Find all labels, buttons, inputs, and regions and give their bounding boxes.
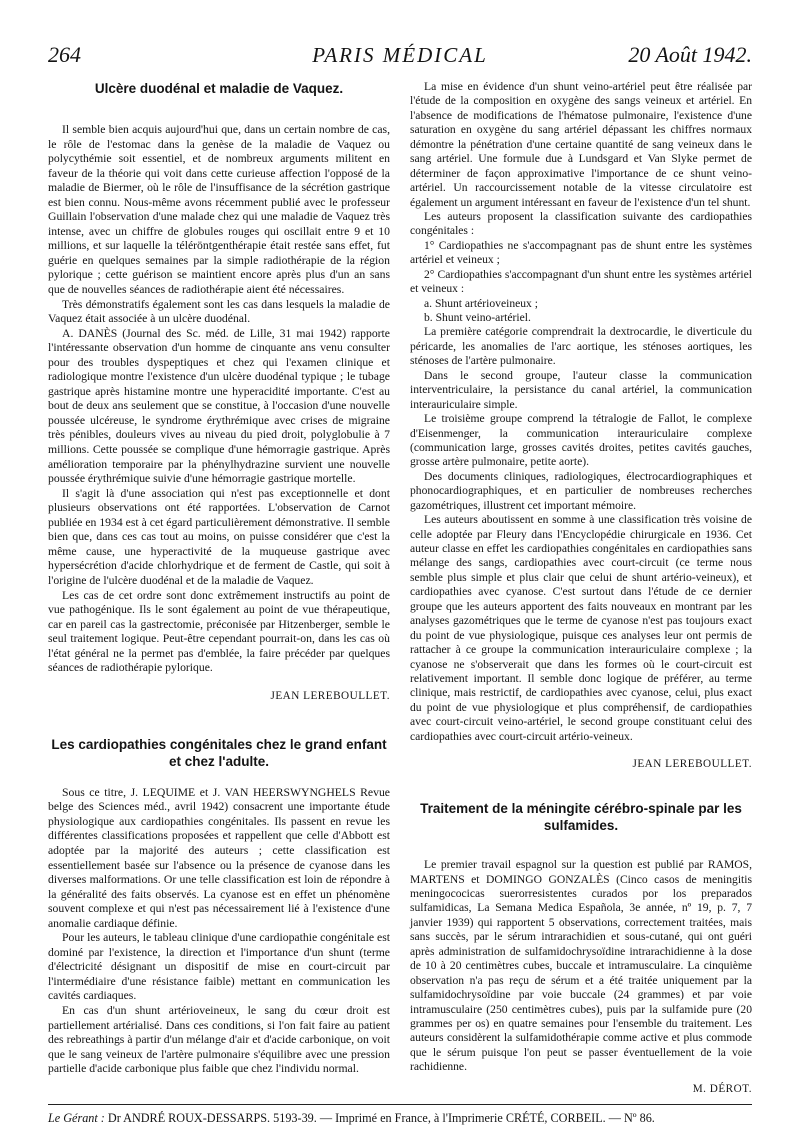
left-column (48, 80, 390, 1077)
footer-imprint: Dr ANDRÉ ROUX-DESSARPS. 5193-39. — Imprimé en France, à l'Imprimerie CRÉTÉ, CORBEIL. — Nº 86. (107, 1111, 655, 1125)
page-footer (48, 1104, 752, 1129)
paragraph: Sous ce titre, J. LEQUIME et J. VAN HEERSWYNGHELS Revue belge des Sciences méd., avril 1942) consacrent une importante étude physiologique aux cardiopathies congénitales. Ils passent en revue les différentes classifications proposées et rappellent que celle d'Abbott est adoptée par la majorité des auteurs ; cette classification est essentiellement basée sur l'absence ou la présence de cyanose dans les diverses malformations. Or une telle classification est loin de répondre à la généralité des faits observés. La cyanose est en effet un phénomène souvent complexe et qui n'est pas nécessairement lié à l'existence d'une anomalie cardiaque définie. (48, 785, 390, 930)
paragraph: Le troisième groupe comprend la tétralogie de Fallot, le complexe d'Eisenmenger, la communication interauriculaire complexe (communication large, grosses cavités droites, petites cavités gauches, grosse artère pulmonaire, petite aorte). (410, 412, 752, 469)
paragraph: Dans le second groupe, l'auteur classe la communication interventriculaire, la persistance du canal artériel, la communication interauriculaire simple. (410, 368, 752, 411)
author-signature: JEAN LEREBOULLET. (270, 689, 390, 702)
paragraph: Il semble bien acquis aujourd'hui que, dans un certain nombre de cas, le rôle de l'estomac dans la genèse de la maladie de Vaquez ou polycythémie soit essentiel, et de nombreux arguments militent en faveur de la théorie qui voit dans cette curieuse affection l'opposé de la maladie de Biermer, où le rôle de l'insuffisance de la sécrétion gastrique est bien connu. Nous-même avons récemment publié avec le professeur Guillain l'observation d'une malade chez qui une maladie de Vaquez très intense, avec un chiffre de globules rouges qui oscillait entre 9 et 10 millions, et sur laquelle la téléröntgenthérapie était restée sans effet, fut guérie en quelques semaines par la simple radiothérapie de la région pylorique ; cette guérison se maintient encore après plus d'un an sans que de nouvelles séances de radiothérapie aient été nécessaires. (48, 123, 390, 297)
list-item: a. Shunt artérioveineux ; (424, 296, 538, 310)
paragraph: Très démonstratifs également sont les cas dans lesquels la maladie de Vaquez était associée à un ulcère duodénal. (48, 297, 390, 326)
paragraph: La première catégorie comprendrait la dextrocardie, le diverticule du péricarde, les anomalies de l'arc aortique, les sténoses aortiques, les sténoses de l'artère pulmonaire. (410, 325, 752, 368)
journal-title: PARIS MÉDICAL (312, 43, 488, 67)
paragraph: Les auteurs aboutissent en somme à une classification très voisine de celle adoptée par Fleury dans l'Encyclopédie chirurgicale en 1936. Cet auteur classe en effet les cardiopathies congénitales en cardiopathies sans mélange des sangs, cardiopathies avec court-circuit (ce terme nous semble plus simple et plus clair que celui de shunt artério-veineux), et cardiopathies avec cyanose. C'est surtout dans l'étude de ce dernier groupe que les auteurs apportent des faits nouveaux en montrant par les analyses gazométriques que le terme de cyanose n'est pas toujours exact du point de vue physiologique, puisque ces analyses leur ont permis de rattacher à ce groupe la communication interauriculaire complexe ; la cyanose ne s'observerait que dans les formes où le court-circuit est relativement important. Il semble donc logique de préférer, au terme clinique, mais restrictif, de cardiopathies avec cyanose, celui, plus exact du point de vue physiologique et plus compréhensif, de cardiopathies avec court-circuit veino-artériel, le second groupe constituant celui des cardiopathies avec court-circuit artério-veineux. (410, 513, 752, 743)
paragraph: En cas d'un shunt artérioveineux, le sang du cœur droit est partiellement artérialisé. Dans ces conditions, si l'on fait faire au patient des rebreathings à partir d'un mélange d'air et d'acide carbonique, on voit que le sang veineux de l'artère pulmonaire s'équilibre avec une pression partielle d'acide carbonique plus faible que chez l'individu normal. (48, 1003, 390, 1076)
list-item: 2° Cardiopathies s'accompagnant d'un shunt entre les systèmes artériel et veineux : (410, 267, 752, 296)
page-number: 264 (48, 42, 81, 67)
right-column (410, 80, 752, 1095)
paragraph: A. DANÈS (Journal des Sc. méd. de Lille, 31 mai 1942) rapporte l'intéressante observation d'un homme de cinquante ans venu consulter pour des troubles dyspeptiques et chez qui l'examen clinique et radiologique montre l'existence d'un ulcère duodénal typique ; le tubage gastrique après histamine montre une hyperacidité importante. C'est au bout de deux ans seulement que se constitue, à l'occasion d'une nouvelle poussée ulcéreuse, le syndrome érythrémique avec crises de migraine très pénibles, douleurs vives au niveau du pied droit, polyglobulie à 7 millions. Cette poussée se complique d'une hémorragie gastrique. Après amélioration temporaire par la phénylhydrazine survient une nouvelle poussée érythrémique suivie d'une hémorragie gastrique mortelle. (48, 326, 390, 486)
author-signature: JEAN LEREBOULLET. (632, 758, 752, 771)
paragraph: La mise en évidence d'un shunt veino-artériel peut être réalisée par l'étude de la composition en oxygène des sangs veineux et artériel. En l'absence de modifications de l'hématose pulmonaire, l'existence d'une saturation en oxygène du sang artériel dépassant les chiffres normaux démontre la pénétration d'une certaine quantité de sang veineux dans le sang artériel. Une formule due à Lundsgard et Van Slyke permet de déterminer de façon approximative l'importance de ce shunt veino-artériel. Un raccourcissement notable de la vitesse circulatoire est également un argument intéressant en faveur de l'existence d'un tel shunt. (410, 80, 752, 209)
page-header (48, 42, 752, 72)
article-title-ulcere: Ulcère duodénal et maladie de Vaquez. (94, 81, 344, 96)
article-title-cardiopathies: Les cardiopathies congénitales chez le grand enfant et chez l'adulte. (51, 736, 387, 769)
issue-date: 20 Août 1942. (628, 42, 752, 67)
paragraph: Des documents cliniques, radiologiques, électrocardiographiques et phonocardiographiques, et en particulier de nombreuses recherches gazométriques, illustrent cet important mémoire. (410, 469, 752, 512)
article-title-meningite: Traitement de la méningite cérébro-spinale par les sulfamides. (420, 801, 742, 834)
paragraph: Les auteurs proposent la classification suivante des cardiopathies congénitales : (410, 209, 752, 238)
list-item: 1° Cardiopathies ne s'accompagnant pas de shunt entre les systèmes artériel et veineux ; (410, 238, 752, 267)
author-signature: M. DÉROT. (692, 1082, 752, 1095)
paragraph: Les cas de cet ordre sont donc extrêmement instructifs au point de vue pathogénique. Ils le sont également au point de vue thérapeutique, car en pareil cas la gastrectomie, préconisée par Hitzenberger, semble le seul traitement logique. Peut-être cependant pourrait-on, dans les cas où l'état général ne la permet pas d'emblée, la faire précéder par quelques séances de radiothérapie pylorique. (48, 588, 390, 675)
footer-gerant-label: Le Gérant : (48, 1111, 105, 1125)
paragraph: Pour les auteurs, le tableau clinique d'une cardiopathie congénitale est dominé par l'existence, la direction et l'importance d'un shunt (terme d'électricité désignant un dispositif de mise en court-circuit par l'intermédiaire d'une résistance faible) mettant en communication les cavités cardiaques. (48, 931, 390, 1003)
paragraph: Il s'agit là d'une association qui n'est pas exceptionnelle et dont plusieurs observations ont été rapportées. L'observation de Carnot publiée en 1934 est à cet égard particulièrement démonstrative. Il semble bien que, dans ces cas tout au moins, on puisse considérer que c'est la même cause, une hyperactivité de la muqueuse gastrique avec hypersécrétion d'acide chlorhydrique et de ferment de Castle, qui soit à l'origine de l'ulcère duodénal et de la maladie de Vaquez. (48, 486, 390, 587)
paragraph: Le premier travail espagnol sur la question est publié par RAMOS, MARTENS et DOMINGO GONZALÈS (Cinco casos de meningitis meningococicas suerorresistentes curados por los preparados sulfamidicas, La Semana Medica Española, 3e année, nº 19, p. 7, 7 janvier 1939) qui rapportent 5 observations, correctement traitées, mais sans succès, par le sérum intrarachidien et sous-cutané, qui ont guéri après administration de sulfamidochrysoïdine intrarachidienne à la dose de 10 à 20 centimètres cubes, buccale et intramusculaire. La cinquième observation n'a pas reçu de sérum et a été traitée uniquement par la sulfamidochrysoïdine par voie buccale (24 grammes) et par voie intramusculaire (250 centimètres cubes), puis par la sulfamide pure (20 grammes per os) en quatre semaines pour l'ensemble du traitement. Les auteurs considèrent la sulfamidothérapie comme active et plus commode que le sérum puisque l'on peut se passer éventuellement de la voie rachidienne. (410, 858, 752, 1074)
list-item: b. Shunt veino-artériel. (424, 311, 531, 324)
